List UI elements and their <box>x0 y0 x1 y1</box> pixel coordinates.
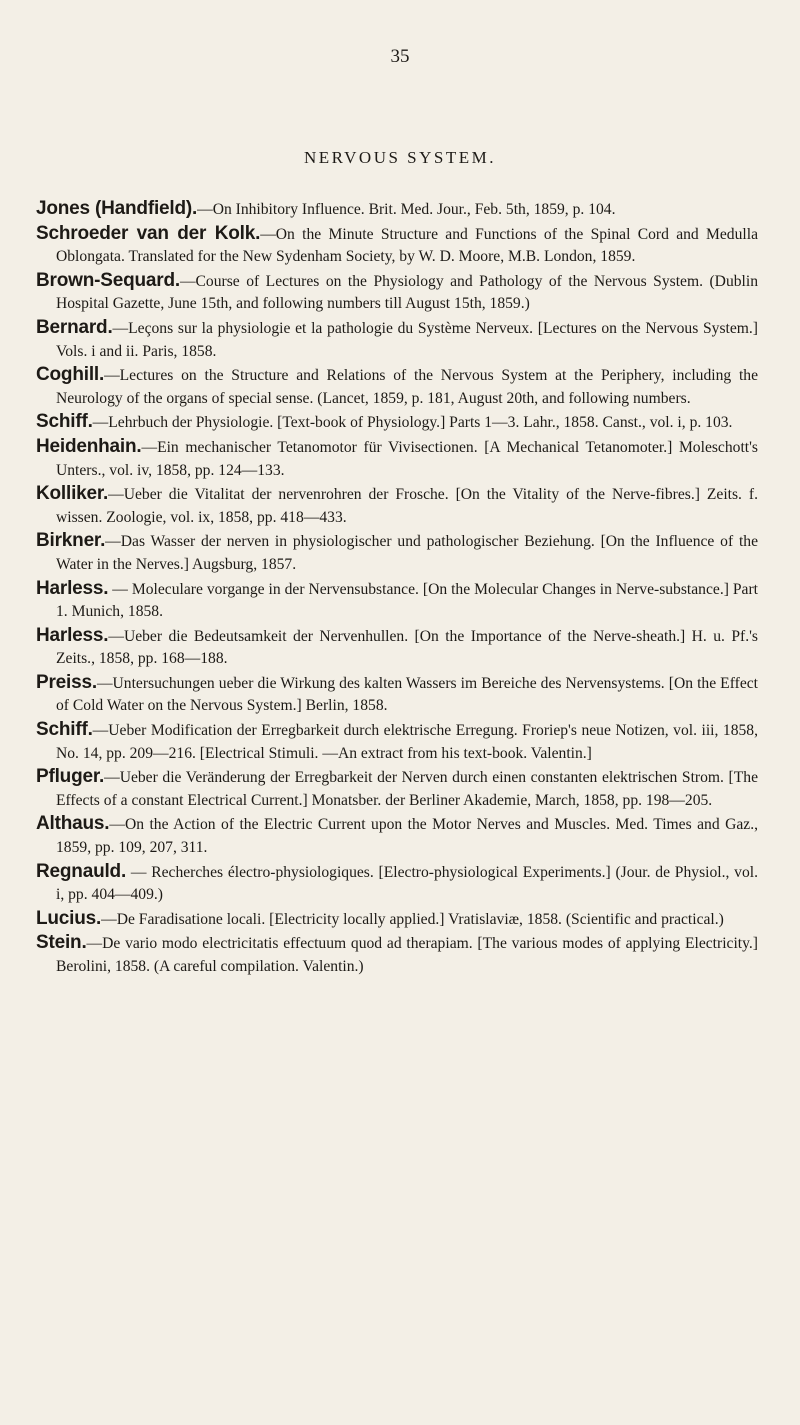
entry-text: —Ein mechanischer Tetanomotor für Vivisectionen. [A Mechanical Tetanomoter.] Moleschott's Unters., vol. iv, 1858, pp. 124—133. <box>56 438 758 479</box>
bibliography-entry <box>36 483 758 529</box>
entry-text: —De vario modo electricitatis effectuum quod ad therapiam. [The various modes of applying Electricity.] Berolini, 1858. (A careful compilation. Valentin.) <box>56 935 758 975</box>
bibliography-entry <box>36 625 758 671</box>
entry-text: —Ueber die Vitalitat der nervenrohren der Frosche. [On the Vitality of the Nerve-fibres.] Zeits. f. wissen. Zoologie, vol. ix, 1858, pp. 418—433. <box>56 486 758 526</box>
bibliography-entry <box>36 436 758 482</box>
entry-text: —Untersuchungen ueber die Wirkung des kalten Wassers im Bereiche des Nervensystems. [On the Effect of Cold Water on the Nervous System.] Berlin, 1858. <box>56 674 758 715</box>
entry-text: —Lectures on the Structure and Relations of the Nervous System at the Periphery, including the Neurology of the organs of special sense. (Lancet, 1859, p. 181, August 20th, and following numbers. <box>56 367 758 407</box>
entry-text: —Ueber Modification der Erregbarkeit durch elektrische Erregung. Froriep's neue Notizen, vol. iii, 1858, No. 14, pp. 209—216. [Electrical Stimuli. —An extract from his text-book. Valentin.] <box>56 722 758 762</box>
bibliography-entry <box>36 198 758 222</box>
bibliography-entry <box>36 672 758 718</box>
entry-text: —Das Wasser der nerven in physiologischer und pathologischer Beziehung. [On the Influence of the Water in the Nerves.] Augsburg, 1857. <box>56 533 758 573</box>
entry-text: — Moleculare vorgange in der Nervensubstance. [On the Molecular Changes in Nerve-substance.] Part 1. Munich, 1858. <box>56 580 758 621</box>
section-heading: NERVOUS SYSTEM. <box>304 148 496 167</box>
bibliography-entry <box>36 861 758 907</box>
entry-author: Schroeder van der Kolk. <box>36 222 261 244</box>
bibliography-list <box>36 198 758 980</box>
entry-text: —Lehrbuch der Physiologie. [Text-book of Physiology.] Parts 1—3. Lahr., 1858. Canst., vol. i, p. 103. <box>92 414 733 432</box>
page-number: 35 <box>390 46 410 67</box>
entry-text: —De Faradisatione locali. [Electricity locally applied.] Vratislaviæ, 1858. (Scientific and practical.) <box>101 910 724 928</box>
bibliography-entry <box>36 411 758 435</box>
entry-author: Regnauld. <box>36 860 127 882</box>
entry-text: —On the Minute Structure and Functions of the Spinal Cord and Medulla Oblongata. Translated for the New Sydenham Society, by W. D. Moore, M.B. London, 1859. <box>56 225 758 266</box>
bibliography-entry <box>36 766 758 812</box>
entry-author: Preiss. <box>36 671 97 693</box>
entry-author: Schiff. <box>36 411 93 433</box>
entry-author: Harless. <box>36 624 109 646</box>
entry-author: Coghill. <box>36 364 105 386</box>
bibliography-entry <box>36 317 758 363</box>
entry-text: — Recherches électro-physiologiques. [Electro-physiological Experiments.] (Jour. de Physiol., vol. i, pp. 404—409.) <box>56 863 758 904</box>
entry-author: Birkner. <box>36 530 106 552</box>
bibliography-entry <box>36 530 758 576</box>
bibliography-entry <box>36 719 758 765</box>
entry-author: Schiff. <box>36 719 93 741</box>
entry-text: —Ueber die Bedeutsamkeit der Nervenhullen. [On the Importance of the Nerve-sheath.] H. u. Pf.'s Zeits., 1858, pp. 168—188. <box>56 627 758 668</box>
entry-author: Kolliker. <box>36 483 109 505</box>
entry-text: —On the Action of the Electric Current upon the Motor Nerves and Muscles. Med. Times and Gaz., 1859, pp. 109, 207, 311. <box>56 816 758 857</box>
entry-author: Pfluger. <box>36 766 105 788</box>
entry-text: —Course of Lectures on the Physiology and Pathology of the Nervous System. (Dublin Hospital Gazette, June 15th, and following numbers till August 15th, 1859.) <box>56 272 758 313</box>
bibliography-entry <box>36 578 758 624</box>
entry-author: Lucius. <box>36 907 102 929</box>
entry-author: Stein. <box>36 932 87 954</box>
bibliography-entry <box>36 364 758 410</box>
bibliography-entry <box>36 908 758 932</box>
entry-text: —Ueber die Veränderung der Erregbarkeit der Nerven durch einen constanten elektrischen Strom. [The Effects of a constant Electrical Current.] Monatsber. der Berliner Akademie, March, 1858, pp. 198—205. <box>56 769 758 809</box>
entry-text: —Leçons sur la physiologie et la pathologie du Système Nerveux. [Lectures on the Nervous System.] Vols. i and ii. Paris, 1858. <box>56 319 758 360</box>
bibliography-entry <box>36 932 758 978</box>
bibliography-entry <box>36 223 758 269</box>
bibliography-entry <box>36 270 758 316</box>
entry-author: Harless. <box>36 577 109 599</box>
entry-author: Althaus. <box>36 813 110 835</box>
entry-author: Heidenhain. <box>36 435 142 457</box>
entry-author: Jones (Handfield). <box>36 198 198 219</box>
bibliography-entry <box>36 813 758 859</box>
entry-text: —On Inhibitory Influence. Brit. Med. Jour., Feb. 5th, 1859, p. 104. <box>197 201 616 218</box>
entry-author: Bernard. <box>36 316 113 338</box>
entry-author: Brown-Sequard. <box>36 269 180 291</box>
